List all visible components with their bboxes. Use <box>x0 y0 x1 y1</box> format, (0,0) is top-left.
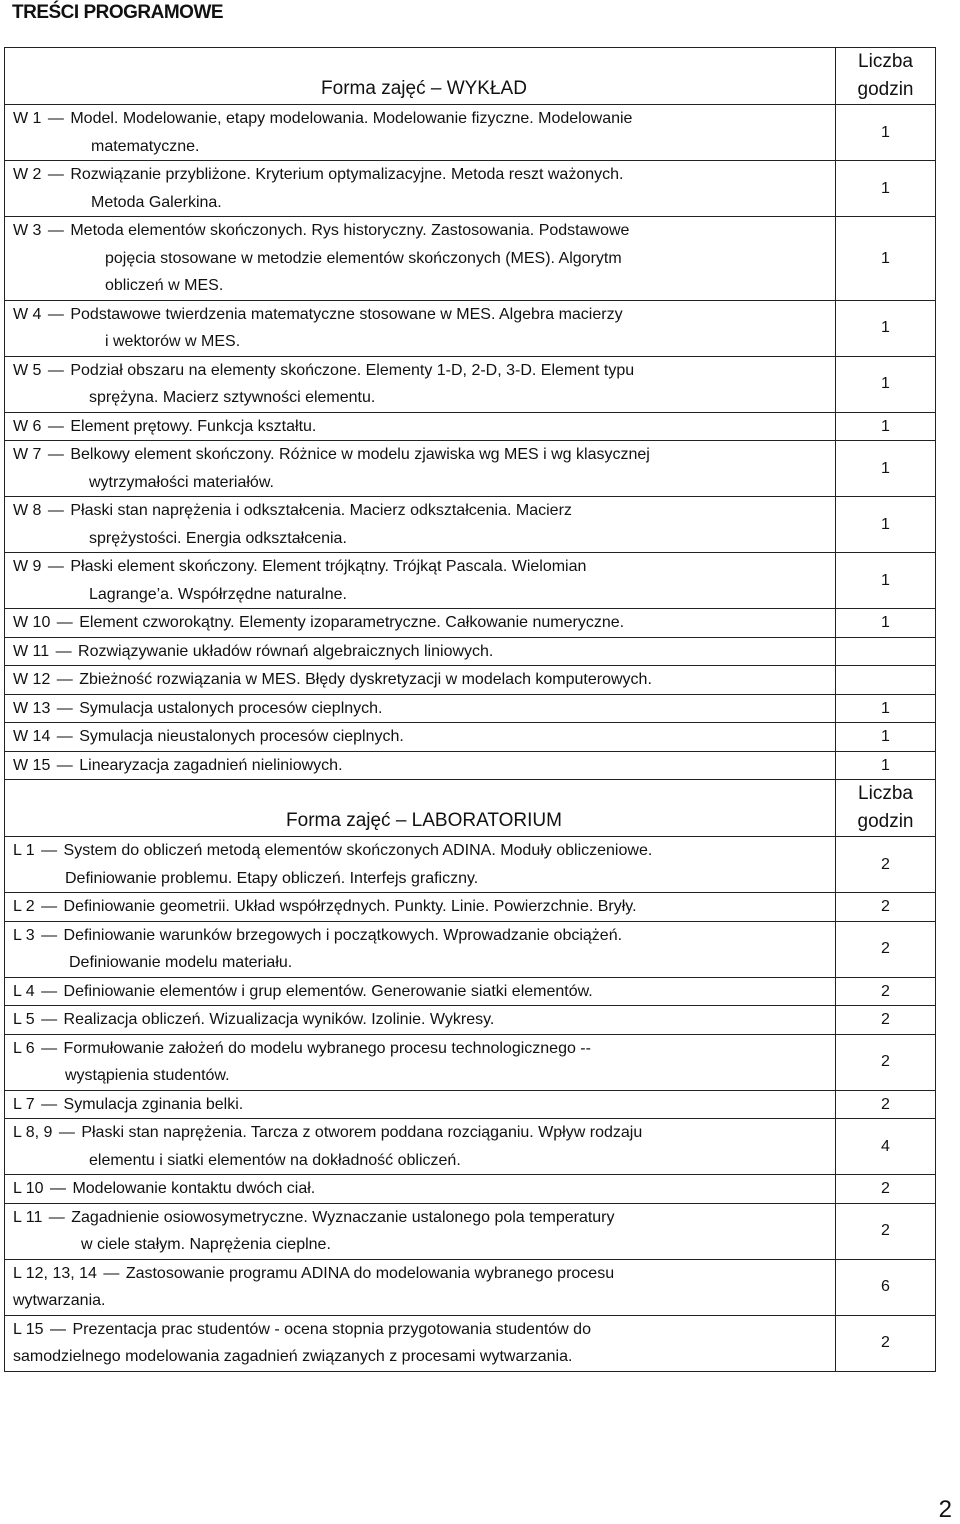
topic-first-line <box>13 922 835 950</box>
hours-cell: 2 <box>836 1090 936 1119</box>
topic-text: Zagadnienie osiowosymetryczne. Wyznaczanie ustalonego pola temperatury <box>71 1208 615 1226</box>
topic-first-line <box>13 609 835 637</box>
topic-continuation: w ciele stałym. Naprężenia cieplne. <box>81 1236 331 1253</box>
topic-cell <box>5 497 836 553</box>
topic-text: Płaski stan naprężenia. Tarcza z otworem poddana rozciąganiu. Wpływ rodzaju <box>81 1124 643 1141</box>
topic-first-line <box>13 1035 835 1063</box>
dash-separator: — <box>43 166 69 183</box>
page-number: 2 <box>938 1496 952 1523</box>
topic-code: L 8, 9 <box>13 1124 53 1141</box>
topic-code: W 13 <box>13 699 51 717</box>
topic-continuation: elementu i siatki elementów na dokładność obliczeń. <box>89 1151 461 1169</box>
topic-code: L 12, 13, 14 <box>13 1264 97 1282</box>
hours-cell: 2 <box>836 1175 936 1204</box>
topic-text: Definiowanie warunków brzegowych i początkowych. Wprowadzanie obciążeń. <box>63 926 623 944</box>
topic-cell <box>5 1034 836 1090</box>
dash-separator: — <box>45 1320 71 1338</box>
table-row <box>5 977 936 1006</box>
hours-cell: 6 <box>836 1259 936 1315</box>
table-row <box>5 105 936 161</box>
topic-first-line <box>13 413 835 441</box>
topic-continuation: Metoda Galerkina. <box>91 193 222 211</box>
topic-code: W 11 <box>13 642 50 660</box>
topic-cell <box>5 694 836 723</box>
topic-cell <box>5 1175 836 1204</box>
topic-cell <box>5 217 836 301</box>
topic-cell <box>5 1203 836 1259</box>
topic-first-line <box>13 1006 835 1034</box>
dash-separator: — <box>36 842 62 859</box>
hours-cell: 1 <box>836 161 936 217</box>
topic-code: L 11 <box>13 1208 43 1226</box>
table-row <box>5 921 936 977</box>
topic-first-line <box>13 357 835 385</box>
laboratory-header-row <box>5 780 936 837</box>
topic-text: Symulacja nieustalonych procesów cieplnych. <box>79 728 404 745</box>
topic-cell <box>5 977 836 1006</box>
hours-cell: 1 <box>836 356 936 412</box>
topic-code: W 1 <box>13 110 42 127</box>
topic-first-line <box>13 1260 835 1288</box>
topic-code: L 15 <box>13 1320 44 1338</box>
topic-text: Zbieżność rozwiązania w MES. Błędy dyskretyzacji w modelach komputerowych. <box>79 671 652 688</box>
topic-text: Prezentacja prac studentów - ocena stopnia przygotowania studentów do <box>72 1320 591 1338</box>
table-row <box>5 637 936 666</box>
hours-cell: 2 <box>836 921 936 977</box>
dash-separator: — <box>43 110 69 127</box>
topic-first-line <box>13 1204 835 1232</box>
hours-cell <box>836 637 936 666</box>
table-row <box>5 356 936 412</box>
table-row <box>5 837 936 893</box>
topic-continuation: wytwarzania. <box>13 1292 106 1309</box>
dash-separator: — <box>54 1124 80 1141</box>
hours-cell <box>836 666 936 695</box>
topic-continuation: sprężyna. Macierz sztywności elementu. <box>89 389 376 406</box>
dash-separator: — <box>98 1264 124 1282</box>
topic-code: L 3 <box>13 926 35 944</box>
topic-code: L 5 <box>13 1011 35 1028</box>
hours-cell: 2 <box>836 837 936 893</box>
dash-separator: — <box>52 756 78 774</box>
topic-continuation: obliczeń w MES. <box>105 277 224 294</box>
topic-first-line <box>13 695 835 723</box>
hours-cell: 2 <box>836 1315 936 1371</box>
topic-cell <box>5 1259 836 1315</box>
topic-code: L 2 <box>13 898 35 915</box>
topic-cell <box>5 1006 836 1035</box>
dash-separator: — <box>43 446 69 463</box>
topic-continuation: Definiowanie modelu materiału. <box>69 954 293 971</box>
topic-text: Formułowanie założeń do modelu wybranego procesu technologicznego -- <box>63 1039 591 1057</box>
topic-code: W 14 <box>13 728 51 745</box>
topic-text: Belkowy element skończony. Różnice w modelu zjawiska wg MES i wg klasycznej <box>70 446 650 463</box>
table-row <box>5 441 936 497</box>
topic-cell <box>5 837 836 893</box>
hours-cell: 1 <box>836 609 936 638</box>
section-title: TREŚCI PROGRAMOWE <box>12 2 224 23</box>
table-row <box>5 1119 936 1175</box>
topic-continuation: wystąpienia studentów. <box>65 1067 230 1084</box>
topic-text: Element prętowy. Funkcja kształtu. <box>70 417 317 435</box>
dash-separator: — <box>43 502 69 519</box>
topic-cell <box>5 666 836 695</box>
table-row <box>5 1090 936 1119</box>
table-row <box>5 1203 936 1259</box>
topic-first-line <box>13 441 835 469</box>
hours-cell: 4 <box>836 1119 936 1175</box>
dash-separator: — <box>44 1208 70 1226</box>
table-row <box>5 497 936 553</box>
topic-text: System do obliczeń metodą elementów skończonych ADINA. Moduły obliczeniowe. <box>63 842 653 859</box>
topic-code: L 10 <box>13 1180 44 1197</box>
dash-separator: — <box>43 361 69 379</box>
table-row <box>5 217 936 301</box>
hours-cell: 2 <box>836 977 936 1006</box>
topic-cell <box>5 921 836 977</box>
dash-separator: — <box>36 1039 62 1057</box>
dash-separator: — <box>45 1180 71 1197</box>
topic-code: L 1 <box>13 842 35 859</box>
topic-text: Modelowanie kontaktu dwóch ciał. <box>72 1180 316 1197</box>
topic-cell <box>5 300 836 356</box>
table-row <box>5 1006 936 1035</box>
lecture-header-row <box>5 48 936 105</box>
topic-cell <box>5 1315 836 1371</box>
topic-code: W 5 <box>13 361 42 379</box>
hours-cell: 2 <box>836 1203 936 1259</box>
topic-cell <box>5 893 836 922</box>
topic-first-line <box>13 1316 835 1344</box>
topic-first-line <box>13 553 835 581</box>
hours-header-line1: Liczba <box>858 783 913 804</box>
topic-code: W 7 <box>13 446 42 463</box>
topic-continuation: pojęcia stosowane w metodzie elementów skończonych (MES). Algorytm <box>105 249 622 267</box>
table-row <box>5 723 936 752</box>
dash-separator: — <box>36 1095 62 1113</box>
hours-cell: 1 <box>836 694 936 723</box>
dash-separator: — <box>43 417 69 435</box>
topic-text: Model. Modelowanie, etapy modelowania. Modelowanie fizyczne. Modelowanie <box>70 110 633 127</box>
topic-code: W 9 <box>13 558 42 575</box>
topic-cell <box>5 1090 836 1119</box>
table-row <box>5 666 936 695</box>
table-row <box>5 609 936 638</box>
topic-code: W 10 <box>13 614 51 631</box>
lecture-form-label: Forma zajęć – WYKŁAD <box>5 48 836 105</box>
topic-continuation: i wektorów w MES. <box>105 333 241 350</box>
topic-first-line <box>13 1091 835 1119</box>
table-row <box>5 1034 936 1090</box>
hours-cell: 1 <box>836 441 936 497</box>
dash-separator: — <box>36 982 62 1000</box>
topic-cell <box>5 441 836 497</box>
topic-cell <box>5 356 836 412</box>
table-row <box>5 893 936 922</box>
hours-cell: 1 <box>836 553 936 609</box>
topic-code: L 4 <box>13 982 35 1000</box>
topic-continuation: sprężystości. Energia odkształcenia. <box>89 529 347 547</box>
topic-first-line <box>13 893 835 921</box>
topic-code: L 6 <box>13 1039 35 1057</box>
topic-first-line <box>13 1119 835 1147</box>
topic-text: Realizacja obliczeń. Wizualizacja wyników. Izolinie. Wykresy. <box>63 1011 495 1028</box>
dash-separator: — <box>52 671 78 688</box>
topic-cell <box>5 609 836 638</box>
topic-code: W 4 <box>13 305 42 323</box>
topic-text: Definiowanie geometrii. Układ współrzędnych. Punkty. Linie. Powierzchnie. Bryły. <box>63 898 637 915</box>
table-row <box>5 694 936 723</box>
hours-cell: 1 <box>836 751 936 780</box>
topic-first-line <box>13 1175 835 1203</box>
topic-text: Symulacja ustalonych procesów cieplnych. <box>79 699 383 717</box>
topic-first-line <box>13 105 835 133</box>
hours-header-line2: godzin <box>857 78 914 100</box>
dash-separator: — <box>43 305 69 323</box>
topic-first-line <box>13 161 835 189</box>
dash-separator: — <box>36 926 62 944</box>
topic-first-line <box>13 666 835 694</box>
lecture-hours-header <box>836 48 936 105</box>
hours-cell: 1 <box>836 412 936 441</box>
topic-first-line <box>13 217 835 245</box>
topic-text: Płaski element skończony. Element trójkątny. Trójkąt Pascala. Wielomian <box>70 558 587 575</box>
topic-text: Podstawowe twierdzenia matematyczne stosowane w MES. Algebra macierzy <box>70 305 623 323</box>
topic-continuation: matematyczne. <box>91 137 200 155</box>
topic-first-line <box>13 638 835 666</box>
topic-text: Symulacja zginania belki. <box>63 1095 244 1113</box>
hours-header-line2: godzin <box>857 810 914 832</box>
topic-cell <box>5 1119 836 1175</box>
dash-separator: — <box>36 898 62 915</box>
table-row <box>5 300 936 356</box>
table-row <box>5 161 936 217</box>
topic-first-line <box>13 497 835 525</box>
hours-cell: 1 <box>836 105 936 161</box>
topic-code: W 2 <box>13 166 42 183</box>
topic-first-line <box>13 723 835 751</box>
dash-separator: — <box>52 614 78 631</box>
table-row <box>5 1259 936 1315</box>
topic-continuation: wytrzymałości materiałów. <box>89 473 274 491</box>
hours-cell: 1 <box>836 217 936 301</box>
topic-first-line <box>13 837 835 865</box>
topic-text: Rozwiązanie przybliżone. Kryterium optymalizacyjne. Metoda reszt ważonych. <box>70 166 624 183</box>
topic-code: W 6 <box>13 417 42 435</box>
table-row <box>5 1315 936 1371</box>
topic-code: L 7 <box>13 1095 35 1113</box>
dash-separator: — <box>43 222 69 239</box>
topic-text: Podział obszaru na elementy skończone. Elementy 1-D, 2-D, 3-D. Element typu <box>70 361 635 379</box>
topic-text: Zastosowanie programu ADINA do modelowania wybranego procesu <box>125 1264 615 1282</box>
hours-cell: 1 <box>836 723 936 752</box>
topic-code: W 12 <box>13 671 51 688</box>
topic-code: W 15 <box>13 756 51 774</box>
hours-header-line1: Liczba <box>858 51 913 72</box>
dash-separator: — <box>36 1011 62 1028</box>
hours-cell: 2 <box>836 893 936 922</box>
hours-cell: 2 <box>836 1034 936 1090</box>
topic-first-line <box>13 301 835 329</box>
topic-continuation: Lagrange’a. Współrzędne naturalne. <box>89 585 347 603</box>
topic-text: Płaski stan naprężenia i odkształcenia. Macierz odkształcenia. Macierz <box>70 502 572 519</box>
topic-cell <box>5 553 836 609</box>
topic-continuation: Definiowanie problemu. Etapy obliczeń. Interfejs graficzny. <box>65 869 479 887</box>
table-row <box>5 553 936 609</box>
topic-cell <box>5 105 836 161</box>
topic-cell <box>5 161 836 217</box>
program-table <box>4 47 936 1372</box>
table-row <box>5 1175 936 1204</box>
topic-text: Element czworokątny. Elementy izoparametryczne. Całkowanie numeryczne. <box>79 614 625 631</box>
topic-cell <box>5 637 836 666</box>
dash-separator: — <box>43 558 69 575</box>
laboratory-form-label: Forma zajęć – LABORATORIUM <box>5 780 836 837</box>
hours-cell: 1 <box>836 497 936 553</box>
topic-text: Linearyzacja zagadnień nieliniowych. <box>79 756 343 774</box>
table-row <box>5 751 936 780</box>
topic-text: Rozwiązywanie układów równań algebraicznych liniowych. <box>78 642 494 660</box>
topic-first-line <box>13 752 835 780</box>
dash-separator: — <box>52 728 78 745</box>
dash-separator: — <box>51 642 77 660</box>
topic-continuation: samodzielnego modelowania zagadnień związanych z procesami wytwarzania. <box>13 1348 573 1365</box>
hours-cell: 2 <box>836 1006 936 1035</box>
topic-cell <box>5 723 836 752</box>
topic-first-line <box>13 978 835 1006</box>
table-row <box>5 412 936 441</box>
topic-cell <box>5 751 836 780</box>
topic-cell <box>5 412 836 441</box>
topic-text: Definiowanie elementów i grup elementów. Generowanie siatki elementów. <box>63 982 593 1000</box>
hours-cell: 1 <box>836 300 936 356</box>
laboratory-hours-header <box>836 780 936 837</box>
topic-code: W 8 <box>13 502 42 519</box>
topic-code: W 3 <box>13 222 42 239</box>
topic-text: Metoda elementów skończonych. Rys historyczny. Zastosowania. Podstawowe <box>70 222 630 239</box>
dash-separator: — <box>52 699 78 717</box>
